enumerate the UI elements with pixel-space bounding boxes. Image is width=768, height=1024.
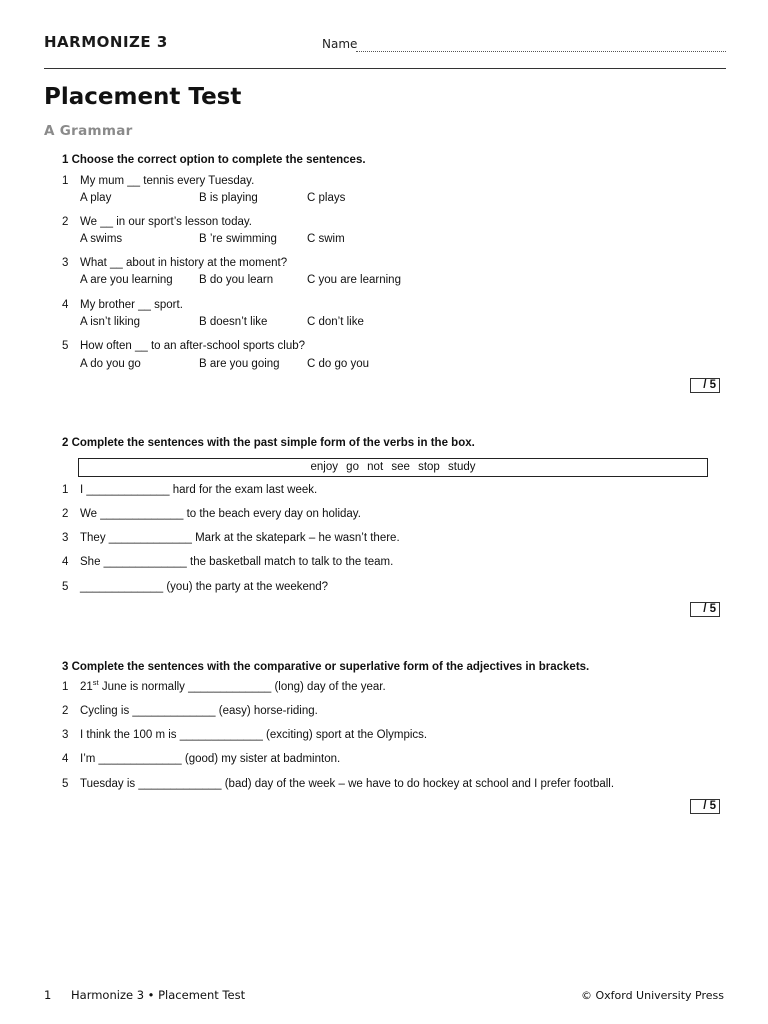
question-number: 2: [62, 216, 69, 228]
question-stem: My mum __ tennis every Tuesday.: [80, 175, 255, 187]
option-b[interactable]: B doesn’t like: [199, 316, 268, 328]
question-number: 4: [62, 753, 69, 765]
section-heading: A Grammar: [44, 123, 133, 139]
question-text-rest: June is normally _____________ (long) day of the year.: [98, 681, 386, 693]
option-c[interactable]: C don’t like: [307, 316, 364, 328]
option-c[interactable]: C plays: [307, 192, 346, 204]
exercise-3-heading: 3 Complete the sentences with the comparative or superlative form of the adjectives in brackets.: [62, 661, 590, 673]
word-box: enjoy go not see stop study: [78, 458, 708, 477]
question-number: 5: [62, 340, 69, 352]
score-box[interactable]: / 5: [690, 799, 720, 814]
score-box[interactable]: / 5: [690, 378, 720, 393]
option-b[interactable]: B are you going: [199, 358, 280, 370]
question-text: I _____________ hard for the exam last week.: [80, 484, 318, 496]
exercise-1-heading: 1 Choose the correct option to complete the sentences.: [62, 154, 366, 166]
date-number: 21: [80, 681, 93, 693]
question-number: 4: [62, 299, 69, 311]
question-number: 4: [62, 556, 69, 568]
question-text: Cycling is _____________ (easy) horse-riding.: [80, 705, 318, 717]
exercise-2-heading: 2 Complete the sentences with the past simple form of the verbs in the box.: [62, 437, 475, 449]
page-number: 1: [44, 988, 52, 1002]
question-number: 3: [62, 532, 69, 544]
question-text: She _____________ the basketball match to talk to the team.: [80, 556, 394, 568]
option-c[interactable]: C swim: [307, 233, 345, 245]
question-number: 2: [62, 508, 69, 520]
name-label: Name: [322, 37, 358, 51]
score-box[interactable]: / 5: [690, 602, 720, 617]
brand-logo: HARMONIZE 3: [44, 33, 168, 51]
option-a[interactable]: A swims: [80, 233, 123, 245]
question-stem: My brother __ sport.: [80, 299, 183, 311]
option-b[interactable]: B ’re swimming: [199, 233, 277, 245]
option-a[interactable]: A do you go: [80, 358, 141, 370]
question-text: I’m _____________ (good) my sister at badminton.: [80, 753, 341, 765]
footer-title: Harmonize 3 • Placement Test: [71, 988, 246, 1002]
question-stem: How often __ to an after-school sports club?: [80, 340, 306, 352]
question-number: 3: [62, 729, 69, 741]
question-text: They _____________ Mark at the skatepark – he wasn’t there.: [80, 532, 400, 544]
question-text: _____________ (you) the party at the weekend?: [80, 581, 329, 593]
question-text: We _____________ to the beach every day on holiday.: [80, 508, 361, 520]
question-stem: What __ about in history at the moment?: [80, 257, 288, 269]
copyright: © Oxford University Press: [580, 989, 724, 1002]
question-number: 5: [62, 778, 69, 790]
question-text: [80, 678, 386, 693]
question-number: 3: [62, 257, 69, 269]
question-number: 2: [62, 705, 69, 717]
question-stem: We __ in our sport’s lesson today.: [80, 216, 252, 228]
name-field-line[interactable]: [356, 51, 726, 52]
question-number: 1: [62, 484, 69, 496]
option-a[interactable]: A are you learning: [80, 274, 173, 286]
question-number: 1: [62, 681, 69, 693]
question-text: I think the 100 m is _____________ (exciting) sport at the Olympics.: [80, 729, 428, 741]
page-title: Placement Test: [44, 84, 242, 110]
option-b[interactable]: B do you learn: [199, 274, 274, 286]
option-b[interactable]: B is playing: [199, 192, 258, 204]
question-text: Tuesday is _____________ (bad) day of the week – we have to do hockey at school and I prefer football.: [80, 778, 615, 790]
option-a[interactable]: A isn’t liking: [80, 316, 141, 328]
ordinal-suffix: st: [92, 678, 99, 688]
page-header: [44, 30, 726, 70]
option-a[interactable]: A play: [80, 192, 112, 204]
question-number: 1: [62, 175, 69, 187]
header-divider: [44, 68, 726, 69]
question-number: 5: [62, 581, 69, 593]
option-c[interactable]: C do go you: [307, 358, 370, 370]
option-c[interactable]: C you are learning: [307, 274, 401, 286]
